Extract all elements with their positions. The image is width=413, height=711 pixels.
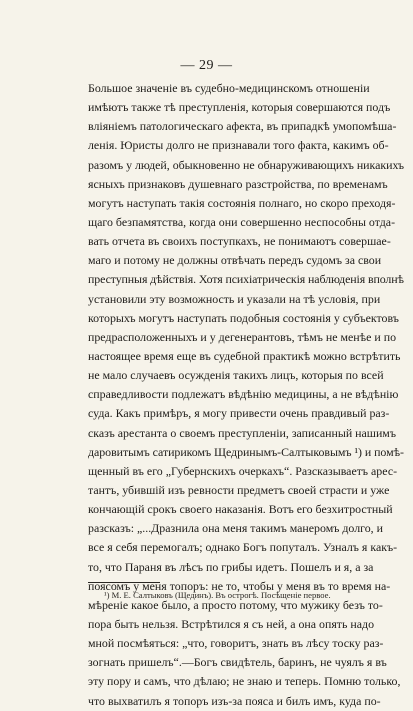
text-line: вліяніемъ патологическаго афекта, въ припадкѣ умопомѣша-	[88, 119, 397, 134]
text-line: преступныя дѣйствія. Хотя психіатрическія наблюденія вполнѣ	[88, 272, 404, 287]
text-line: щенный въ его „Губернскихъ очеркахъ“. Разсказываетъ арес-	[88, 463, 398, 478]
body-text	[88, 79, 404, 711]
text-line: маго и потому не должны отвѣчать передъ судомъ за свои	[88, 253, 382, 268]
text-line: которыхъ могутъ наступать подобныя состоянія у субъектовъ	[88, 310, 399, 325]
footnote-rule	[88, 582, 160, 583]
text-line: поясомъ у меня топоръ: не то, чтобы у меня въ то время на-	[88, 578, 391, 593]
text-line: мной посмѣяться: „что, говоритъ, знать въ лѣсу тоску раз-	[88, 636, 384, 651]
text-line: не мало случаевъ осужденія такихъ лицъ, которыя по всей	[88, 368, 384, 383]
text-line: разсказъ: „...Дразнила она меня такимъ манеромъ долго, и	[88, 521, 383, 536]
text-line: ясныхъ признаковъ душевнаго разстройства, по временамъ	[88, 176, 388, 191]
text-line: зогнать пришелъ“.—Богъ свидѣтель, баринъ, не чуялъ я въ	[88, 655, 387, 670]
text-line: могутъ наступать такія состоянія полнаго, но скоро преходя-	[88, 195, 396, 210]
text-line: ленія. Юристы долго не признавали того факта, какимъ об-	[88, 138, 389, 153]
text-line: пора быть нельзя. Встрѣтился я съ ней, а она опять надо	[88, 616, 375, 631]
footnote: ¹) М. Е. Салтыковъ (Щединъ). Въ острогѣ. Посѣщеніе первое.	[104, 590, 331, 600]
text-line: даровитымъ сатирикомъ Щедринымъ-Салтыковымъ ¹) и помѣ-	[88, 444, 404, 459]
text-line: разомъ у людей, обыкновенно не обнаруживающихъ никакихъ	[88, 157, 404, 172]
text-line: вать отчета въ своихъ поступкахъ, не понимаютъ совершае-	[88, 234, 391, 249]
text-line: тантъ, убившій изъ ревности предметъ своей страсти и уже	[88, 482, 390, 497]
text-line: предрасположенныхъ и у дегенерантовъ, тѣмъ не менѣе и по	[88, 329, 397, 344]
text-line: кончающій срокъ своего наказанія. Вотъ его безхитростный	[88, 502, 393, 517]
text-line: суда. Какъ примѣръ, я могу привести очень правдивый раз-	[88, 406, 390, 421]
text-line: что выхватилъ я топоръ изъ-за пояса и билъ имъ, куда по-	[88, 693, 381, 708]
text-line: Большое значеніе въ судебно-медицинскомъ отношеніи	[88, 81, 370, 95]
text-line: имѣютъ также тѣ преступленія, которыя совершаются подъ	[88, 100, 391, 115]
text-line: эту пору и самъ, что дѣлаю; не знаю и теперь. Помню только,	[88, 674, 401, 689]
text-line: все я себя перемогалъ; однако Богъ попуталъ. Узналъ я какъ-	[88, 540, 398, 555]
text-line: настоящее время еще въ судебной практикѣ можно встрѣтить	[88, 348, 401, 363]
page-number: — 29 —	[180, 58, 233, 73]
text-line: щаго безпамятства, когда они совершенно неспособны отда-	[88, 214, 396, 229]
text-line: установили эту возможность и указали на тѣ условія, при	[88, 291, 381, 306]
text-line: справедливости подлежатъ вѣдѣнію медицины, а не вѣдѣнію	[88, 387, 399, 402]
text-line: сказъ арестанта о своемъ преступленіи, записанный нашимъ	[88, 425, 396, 440]
text-line: мѣреніе какое было, а просто потому, что мужику безъ то-	[88, 597, 383, 612]
text-line: то, что Параня въ лѣсъ по грибы идетъ. Пошелъ и я, а за	[88, 559, 374, 574]
